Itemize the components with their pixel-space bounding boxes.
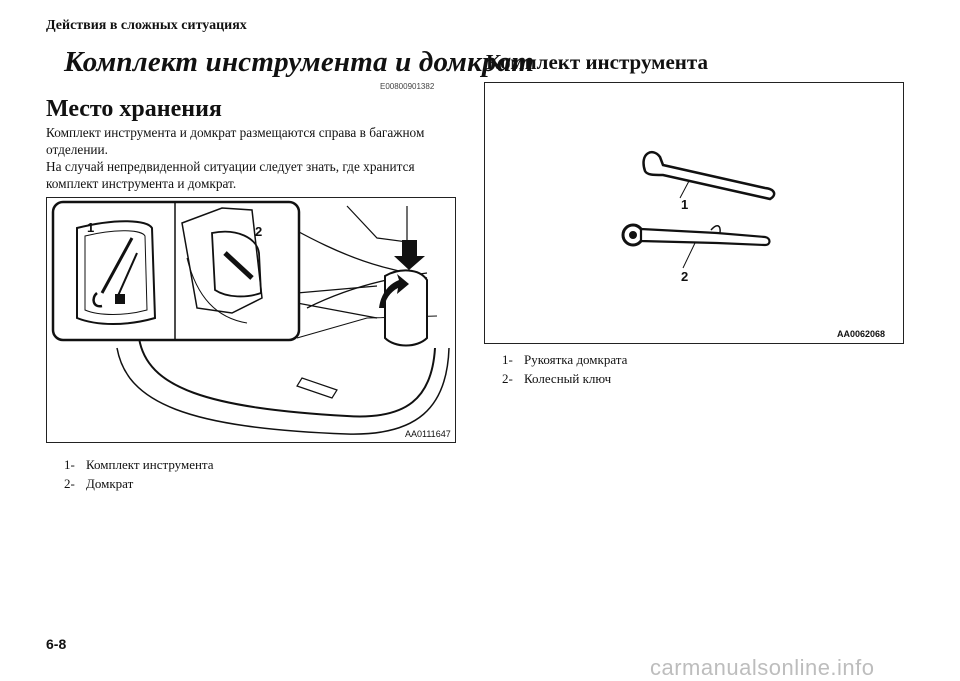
tool-kit-title: Комплект инструмента — [486, 50, 708, 74]
tool-kit-figure — [484, 82, 904, 344]
left-caption-list — [64, 455, 214, 493]
caption-item: 1- Комплект инструмента — [64, 457, 214, 472]
tool-kit-illustration — [485, 83, 903, 343]
callout-1: 1 — [87, 220, 95, 235]
caption-item: 2- Колесный ключ — [502, 371, 612, 386]
paragraph-storage: Комплект инструмента и домкрат размещаются справа в багажном отделении. — [46, 125, 425, 157]
figure-code: AA0062068 — [837, 329, 886, 339]
paragraph-warning: На случай непредвиденной ситуации следует знать, где хранится комплект инструмента и домкрат. — [46, 159, 415, 191]
trunk-storage-figure — [46, 197, 456, 443]
callout-2: 2 — [681, 269, 689, 284]
reference-code: E00800901382 — [380, 82, 435, 91]
caption-item: 1- Рукоятка домкрата — [502, 352, 628, 367]
figure-code: AA0111647 — [405, 429, 451, 439]
watermark: carmanualsonline.info — [650, 655, 875, 680]
storage-heading: Место хранения — [46, 96, 222, 122]
right-caption-list — [502, 350, 627, 388]
section-header: Действия в сложных ситуациях — [46, 18, 247, 33]
callout-2: 2 — [255, 224, 263, 239]
trunk-illustration — [47, 198, 455, 442]
page-title: Комплект инструмента и домкрат — [64, 46, 535, 78]
callout-1: 1 — [681, 197, 689, 212]
page-number: 6-8 — [46, 636, 67, 652]
caption-item: 2- Домкрат — [64, 476, 134, 491]
